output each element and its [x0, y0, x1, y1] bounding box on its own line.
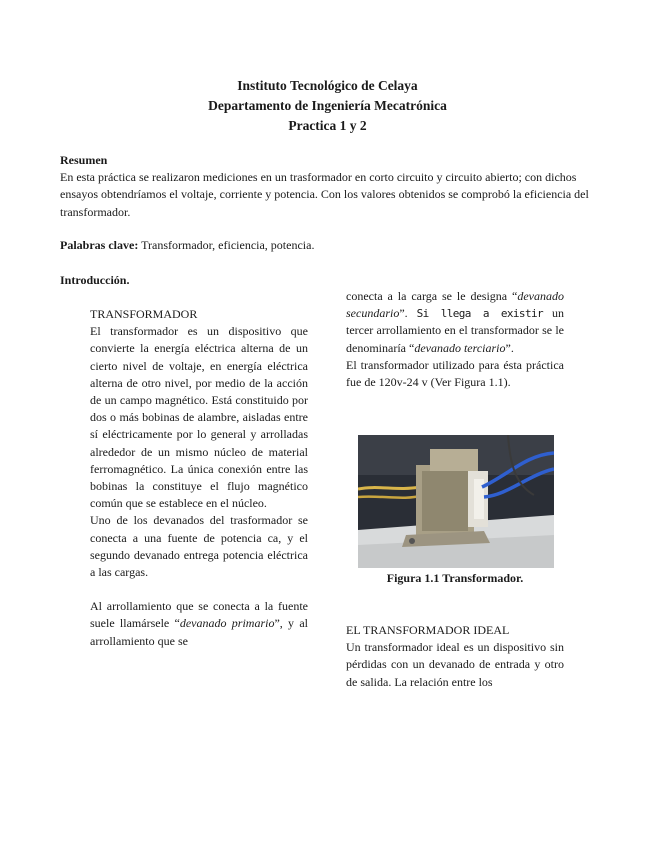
paragraph: Uno de los devanados del trasformador se conecta a una fuente de potencia ca, y el segundo devanado entrega potencia eléctrica a las cargas.	[90, 513, 308, 580]
paragraph: El transformador es un dispositivo que convierte la energía eléctrica alterna de un cierto nivel de voltaje, en energía eléctrica alterna de otro nivel, por medio de la acción de un campo magnético. Está constituido por dos o más bobinas de alambre, aisladas entre sí eléctricamente por lo general y arrolladas alrededor de un mismo núcleo de material ferromagnético. La única conexión entre las bobinas la constituye el flujo magnético común que se establece en el núcleo.	[90, 324, 308, 511]
keywords-label: Palabras clave:	[60, 238, 139, 252]
paragraph	[90, 598, 308, 650]
left-column	[90, 306, 308, 650]
institution-name: Instituto Tecnológico de Celaya	[237, 78, 418, 93]
paper-header	[0, 76, 655, 136]
paragraph: El transformador utilizado para ésta práctica fue de 120v-24 v (Ver Figura 1.1).	[346, 357, 564, 390]
text-run: ”.	[399, 306, 417, 321]
section-title-transformador-ideal: EL TRANSFORMADOR IDEAL	[346, 623, 510, 637]
right-column-lower	[346, 622, 564, 691]
figure-caption: Figura 1.1 Transformador.	[386, 571, 524, 585]
keywords-section	[60, 237, 596, 254]
text-run: conecta a la carga se le designa “	[346, 289, 518, 303]
transformer-photo-image	[358, 435, 554, 568]
section-title-transformador: TRANSFORMADOR	[90, 307, 198, 321]
abstract-heading: Resumen	[60, 153, 108, 167]
emphasis: devanado primario	[179, 616, 275, 631]
paper-title: Practica 1 y 2	[288, 118, 367, 133]
emphasis: devanado secundario	[346, 289, 564, 321]
right-column	[346, 288, 564, 391]
text-run: Al arrollamiento que se conecta a la fuente suele llamársele “	[90, 599, 308, 631]
introduction-heading: Introducción.	[60, 273, 130, 287]
text-run: Si llega a existir	[416, 307, 544, 321]
paragraph	[346, 288, 564, 357]
figure-transformer-photo	[358, 435, 554, 568]
abstract-text: En esta práctica se realizaron mediciones en un trasformador en corto circuito y circuito abierto; con dichos ensayos obtendríamos el voltaje, corriente y potencia. Con los valores obtenidos se comprobó la eficiencia del transformador.	[60, 170, 589, 219]
text-run: ”.	[505, 340, 514, 355]
text-run: un tercer arrollamiento en el transformador se le denominaría “	[346, 306, 565, 355]
department-name: Departamento de Ingeniería Mecatrónica	[208, 98, 447, 113]
emphasis: devanado terciario	[414, 340, 506, 355]
text-run: ”, y al arrollamiento que se	[90, 616, 308, 648]
keywords-text: Transformador, eficiencia, potencia.	[138, 238, 315, 252]
abstract-section	[60, 152, 596, 221]
paragraph: Un transformador ideal es un dispositivo sin pérdidas con un devanado de entrada y otro de salida. La relación entre los	[346, 640, 564, 689]
